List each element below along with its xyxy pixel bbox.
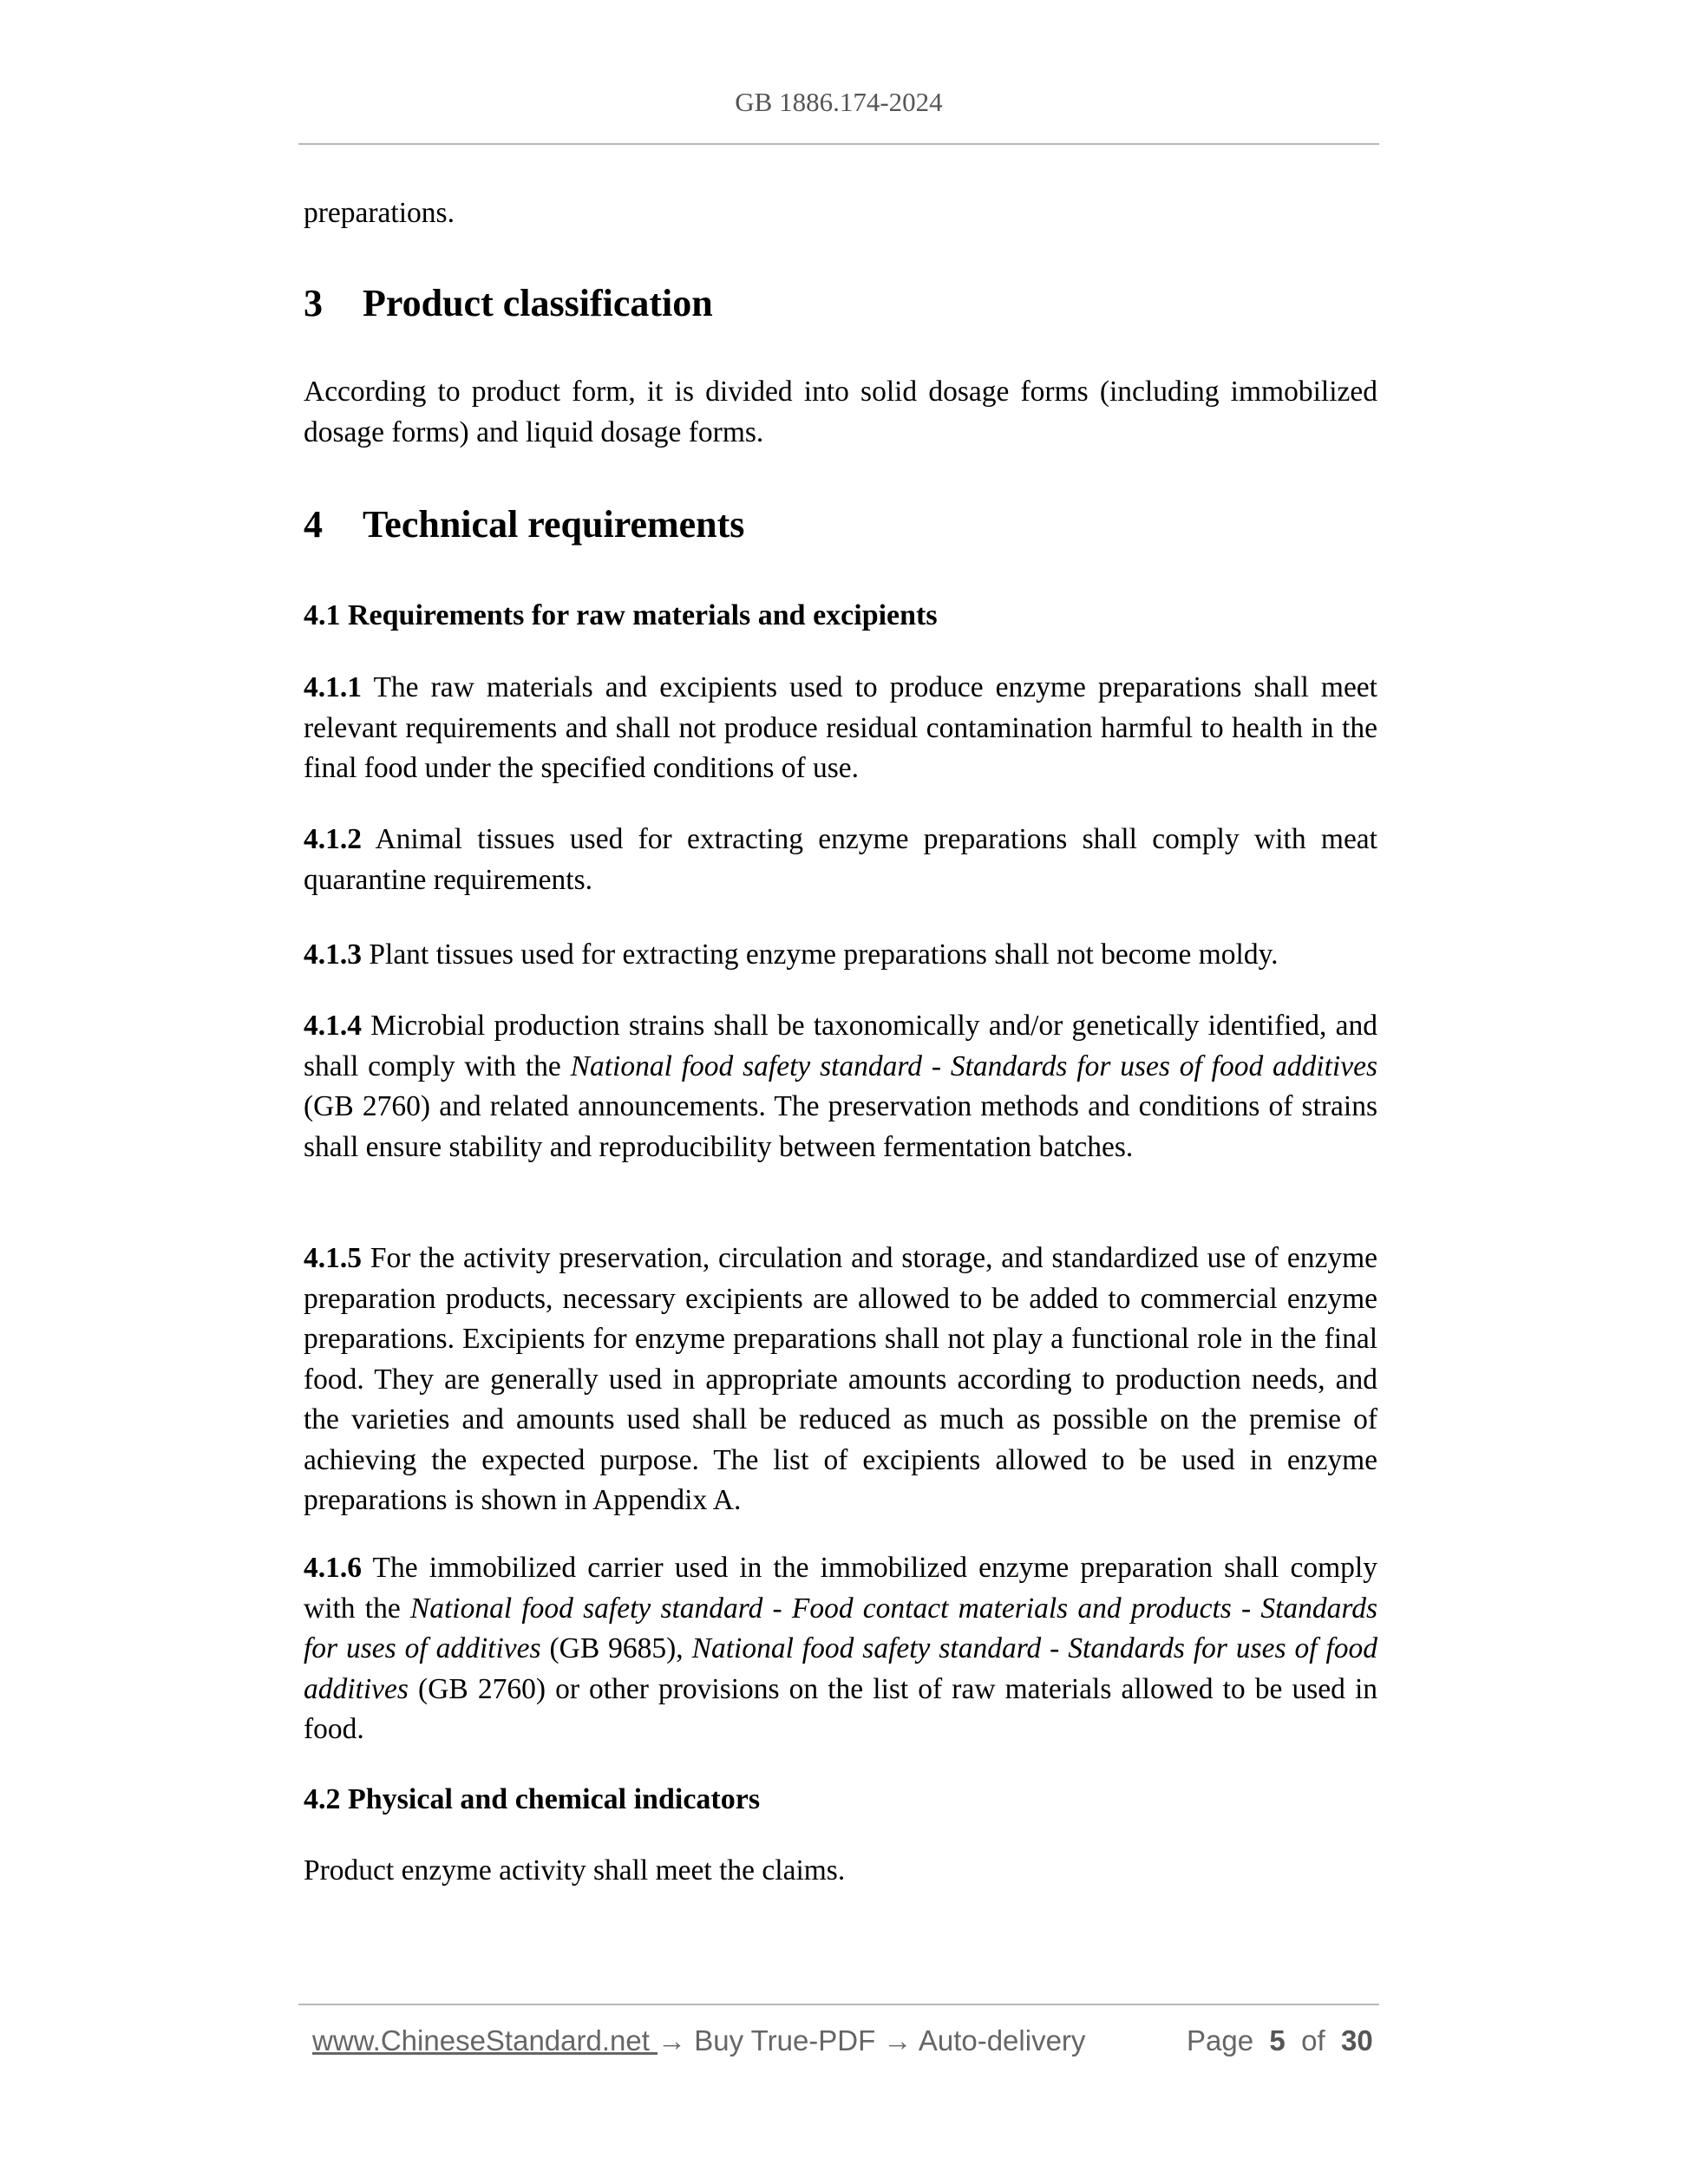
buy-true-pdf-text: Buy True-PDF xyxy=(694,2024,876,2056)
section-3-paragraph: According to product form, it is divided into solid dosage forms (including immobilized dosage forms) and liquid dosage forms. xyxy=(304,376,1377,448)
clause-text: The immobilized carrier used in the immobilized enzyme preparation shall comply with the xyxy=(304,1552,1377,1625)
section-3-title: Product classification xyxy=(363,282,713,324)
standard-title-reference: National food safety standard - Food contact materials and products - Standards for uses of additives xyxy=(304,1592,1378,1664)
page-header-standard-id: GB 1886.174-2024 xyxy=(735,87,943,117)
clause-text: Plant tissues used for extracting enzyme preparations shall not become moldy. xyxy=(369,938,1279,971)
clause-4-1-4 xyxy=(304,1006,1377,1167)
footer-divider xyxy=(298,2004,1379,2005)
page-number-indicator xyxy=(1187,2022,1373,2060)
carryover-text: preparations. xyxy=(304,197,455,229)
footer-links xyxy=(312,2022,1085,2060)
page-label: Page xyxy=(1187,2024,1254,2056)
clause-text-continued: (GB 9685), xyxy=(549,1632,684,1664)
clause-4-1-3 xyxy=(304,935,1377,976)
section-4-heading xyxy=(304,500,744,549)
clause-text: Microbial production strains shall be taxonomically and/or genetically identified, and shall comply with the xyxy=(304,1010,1377,1082)
current-page-number: 5 xyxy=(1269,2024,1286,2056)
section-3-heading xyxy=(304,279,713,328)
chinesestandard-link[interactable]: www.ChineseStandard.net xyxy=(312,2024,658,2056)
standard-title-reference: National food safety standard - Standards for uses of food additives xyxy=(570,1049,1377,1082)
arrow-right-icon: → xyxy=(658,2024,687,2056)
arrow-right-icon: → xyxy=(883,2024,913,2056)
subsection-4-2-paragraph: Product enzyme activity shall meet the claims. xyxy=(304,1854,846,1886)
section-4-number: 4 xyxy=(304,503,323,546)
clause-number: 4.1.3 xyxy=(304,938,362,971)
standard-title-reference-2: National food safety standard - Standards for uses of food additives xyxy=(304,1632,1378,1705)
clause-4-1-1 xyxy=(304,668,1377,789)
clause-number: 4.1.4 xyxy=(304,1010,362,1042)
section-4-title: Technical requirements xyxy=(363,503,745,546)
clause-text-continued: (GB 2760) and related announcements. The preservation methods and conditions of strains shall ensure stability and reproducibility between fermentation batches. xyxy=(304,1090,1377,1163)
clause-text: Animal tissues used for extracting enzyme preparations shall comply with meat quarantine requirements. xyxy=(304,823,1377,896)
total-pages: 30 xyxy=(1341,2024,1373,2056)
clause-text: The raw materials and excipients used to produce enzyme preparations shall meet relevant requirements and shall not produce residual contamination harmful to health in the final food under the specified conditions of use. xyxy=(304,671,1377,784)
clause-number: 4.1.2 xyxy=(304,823,362,855)
clause-text-end: (GB 2760) or other provisions on the list of raw materials allowed to be used in food. xyxy=(304,1672,1378,1745)
subsection-4-1-heading: 4.1 Requirements for raw materials and excipients xyxy=(304,599,938,631)
of-label: of xyxy=(1301,2024,1325,2056)
clause-number: 4.1.5 xyxy=(304,1242,362,1274)
subsection-4-2-heading: 4.2 Physical and chemical indicators xyxy=(304,1783,761,1815)
auto-delivery-text: Auto-delivery xyxy=(918,2024,1086,2056)
clause-4-1-6 xyxy=(304,1548,1377,1750)
clause-4-1-5 xyxy=(304,1239,1377,1521)
clause-number: 4.1.1 xyxy=(304,671,362,703)
clause-4-1-2 xyxy=(304,820,1377,900)
section-3-number: 3 xyxy=(304,282,323,324)
clause-text: For the activity preservation, circulation and storage, and standardized use of enzyme preparation products, necessary excipients are allowed to be added to commercial enzyme preparations. Excipients for enzyme preparations shall not play a functional role in the final food. They are generally used in appropriate amounts according to production needs, and the varieties and amounts used shall be reduced as much as possible on the premise of achieving the expected purpose. The list of excipients allowed to be used in enzyme preparations is shown in Appendix A. xyxy=(304,1242,1378,1516)
header-divider xyxy=(298,143,1379,145)
clause-number: 4.1.6 xyxy=(304,1552,362,1584)
